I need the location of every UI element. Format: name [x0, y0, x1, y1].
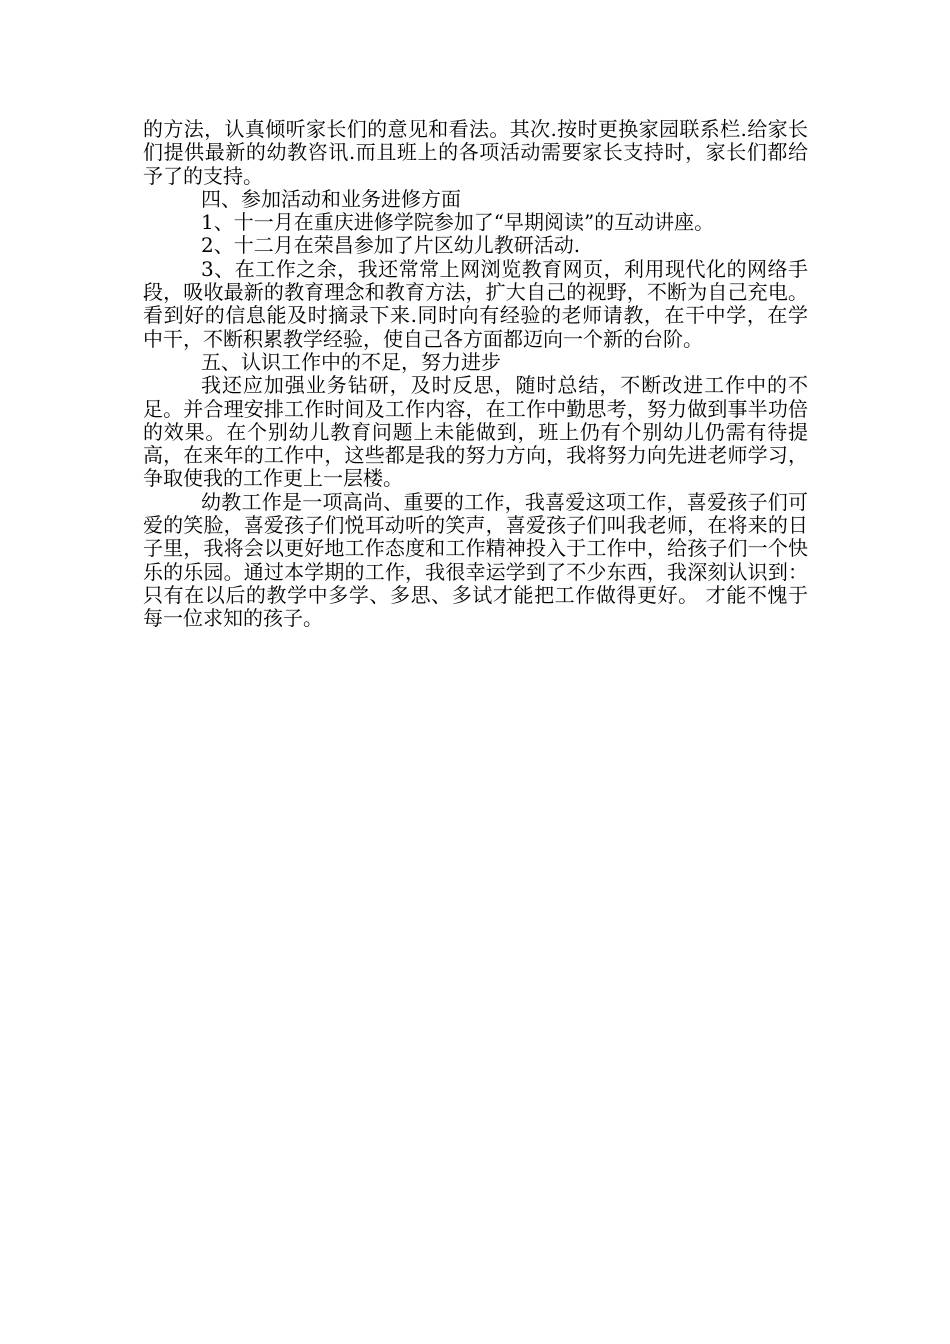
- list-item-activity-3: 3、在工作之余，我还常常上网浏览教育网页，利用现代化的网络手段，吸收最新的教育理念和教育方法，扩大自己的视野，不断为自己充电。看到好的信息能及时摘录下来.同时向有经验的老师请教，在干中学，在学中干，不断积累教学经验，使自己各方面都迈向一个新的台阶。: [143, 256, 808, 351]
- paragraph-shortcomings: 我还应加强业务钻研，及时反思，随时总结，不断改进工作中的不足。并合理安排工作时间及工作内容，在工作中勤思考，努力做到事半功倍的效果。在个别幼儿教育问题上未能做到，班上仍有个别幼儿仍需有待提高，在来年的工作中，这些都是我的努力方向，我将努力向先进老师学习，争取使我的工作更上一层楼。: [143, 373, 808, 491]
- document-body: [143, 118, 808, 631]
- section-heading-activities: 四、参加活动和业务进修方面: [201, 186, 461, 211]
- list-item-activity-2: 2、十二月在荣昌参加了片区幼儿教研活动.: [201, 233, 581, 258]
- paragraph-conclusion: 幼教工作是一项高尚、重要的工作，我喜爱这项工作，喜爱孩子们可爱的笑脸，喜爱孩子们悦耳动听的笑声，喜爱孩子们叫我老师，在将来的日子里，我将会以更好地工作态度和工作精神投入于工作中，给孩子们一个快乐的乐园。通过本学期的工作，我很幸运学到了不少东西，我深刻认识到：只有在以后的教学中多学、多思、多试才能把工作做得更好。 才能不愧于每一位求知的孩子。: [143, 489, 808, 631]
- section-heading-shortcomings: 五、认识工作中的不足，努力进步: [201, 349, 501, 374]
- list-item-activity-1: 1、十一月在重庆进修学院参加了“早期阅读”的互动讲座。: [201, 210, 715, 235]
- paragraph-parent-communication: 的方法，认真倾听家长们的意见和看法。其次.按时更换家园联系栏.给家长们提供最新的幼教咨讯.而且班上的各项活动需要家长支持时，家长们都给予了的支持。: [143, 117, 808, 188]
